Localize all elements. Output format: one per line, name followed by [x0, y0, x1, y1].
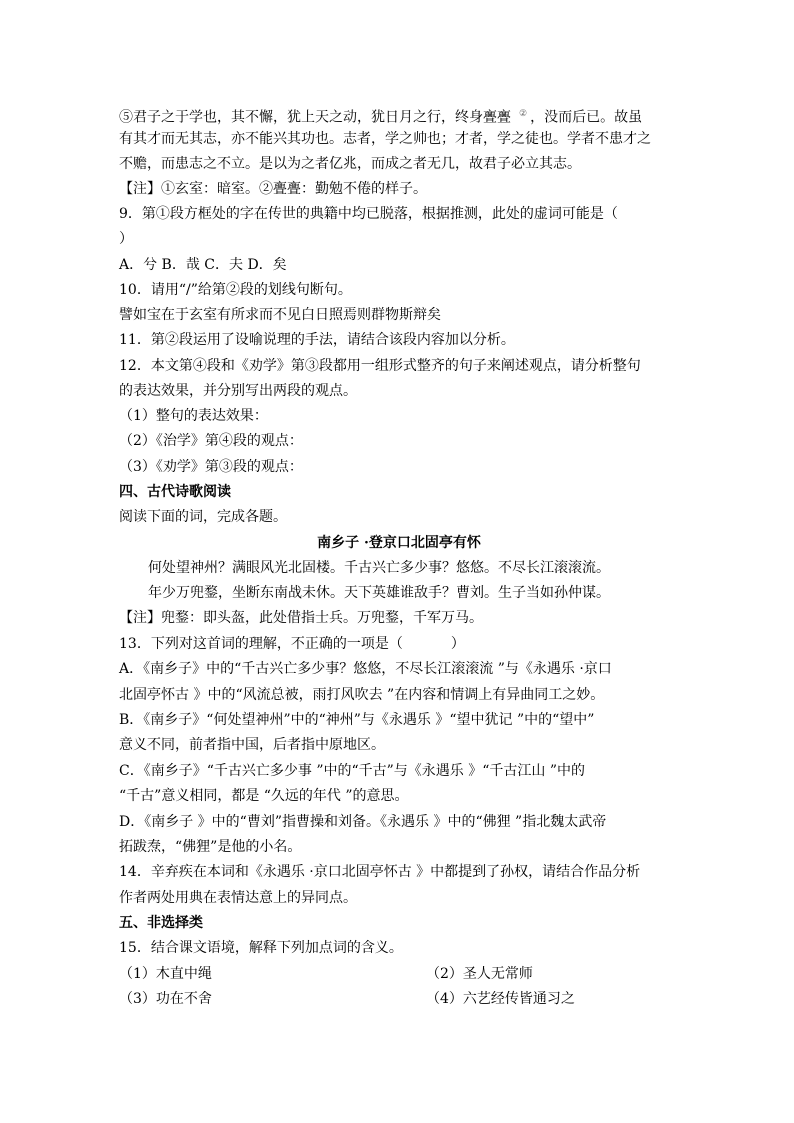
section4-heading: 四、古代诗歌阅读: [119, 484, 231, 500]
q12-sub2: （2）《治学》第④段的观点：: [119, 433, 303, 449]
q13-stem: [119, 634, 679, 654]
q9-stem-end: ）: [119, 231, 133, 247]
q13-stem-end: ）: [450, 636, 465, 652]
footnote-marker: ②: [519, 109, 528, 119]
q15-item2: （2）圣人无常师: [426, 966, 533, 982]
q9-options: A．兮 B．哉 C．夫 D．矣: [119, 257, 287, 273]
q13-option-c-line2: “千古”意义相同，都是 “久远的年代 ”的意思。: [119, 788, 409, 804]
q15-row1: [119, 964, 679, 984]
passage-text: ，没而后已。故虽: [530, 109, 643, 126]
q13-option-a-line1: A．《南乡子》中的“千古兴亡多少事？悠悠，不尽长江滚滚流 ”与《永遇乐 ·京口: [119, 661, 612, 677]
q13-stem-text: 13．下列对这首词的理解，不正确的一项是（: [119, 636, 403, 652]
q10-stem: 10．请用“/”给第②段的划线句断句。: [119, 282, 352, 298]
section5-heading: 五、非选择类: [119, 915, 203, 931]
passage-p5-line1: [119, 104, 679, 128]
q12-sub3: （3）《劝学》第③段的观点：: [119, 459, 303, 475]
q12-stem-line2: 的表达效果，并分别写出两段的观点。: [119, 383, 357, 399]
q12-stem-line1: 12．本文第④段和《劝学》第③段都用一组形式整齐的句子来阐述观点，请分析整句: [119, 358, 641, 374]
q15-item4: （4）六艺经传皆通习之: [426, 991, 575, 1007]
q13-option-b-line2: 意义不同，前者指中国，后者指中原地区。: [119, 737, 385, 753]
q15-row2: [119, 989, 679, 1009]
section4-intro: 阅读下面的词，完成各题。: [119, 509, 287, 525]
q14-stem-line2: 作者两处用典在表情达意上的异同点。: [119, 890, 357, 906]
q12-sub1: （1）整句的表达效果：: [119, 408, 268, 424]
passage-text: ⑤君子之于学也，其不懈，犹上天之动，犹日月之行，终身亹亹: [119, 109, 511, 126]
poem-line2: 年少万兜鍪，坐断东南战未休。天下英雄谁敌手？曹刘。生子当如孙仲谋。: [148, 585, 610, 601]
q10-sentence: 譬如宝在于玄室有所求而不见白日照焉则群物斯辩矣: [119, 307, 441, 323]
q13-option-b-line1: B．《南乡子》“何处望神州”中的“神州”与《永遇乐 》“望中犹记 ”中的“望中”: [119, 712, 595, 728]
passage-p5-line2: 有其才而无其志，亦不能兴其功也。志者，学之帅也；才者，学之徒也。学者不患才之: [119, 131, 651, 147]
poem-note: 【注】兜鍪：即头盔，此处借指士兵。万兜鍪，千军万马。: [119, 610, 483, 626]
q15-stem: 15．结合课文语境，解释下列加点词的含义。: [119, 940, 403, 956]
poem-title: 南乡子 ·登京口北固亭有怀: [317, 535, 481, 551]
q13-option-d-line1: D．《南乡子 》中的“曹刘”指曹操和刘备。《永遇乐 》中的“佛狸 ”指北魏太武帝: [119, 814, 607, 830]
q13-option-c-line1: C．《南乡子》“千古兴亡多少事 ”中的“千古”与《永遇乐 》“千古江山 ”中的: [119, 763, 586, 779]
poem-line1: 何处望神州？满眼风光北固楼。千古兴亡多少事？悠悠。不尽长江滚滚流。: [148, 560, 610, 576]
q11-stem: 11．第②段运用了设喻说理的手法，请结合该段内容加以分析。: [119, 332, 515, 348]
passage-p5-line3: 不赡，而患志之不立。是以为之者亿兆，而成之者无几，故君子必立其志。: [119, 156, 581, 172]
q14-stem-line1: 14．辛弃疾在本词和《永遇乐 ·京口北固亭怀古 》中都提到了孙权，请结合作品分析: [119, 864, 641, 880]
q13-option-d-line2: 拓跋焘，“佛狸”是他的小名。: [119, 839, 302, 855]
q13-option-a-line2: 北固亭怀古 》中的“风流总被，雨打风吹去 ”在内容和情调上有异曲同工之妙。: [119, 687, 605, 703]
q9-stem: 9．第①段方框处的字在传世的典籍中均已脱落，根据推测，此处的虚词可能是（: [119, 206, 618, 222]
passage-note: 【注】①玄室：暗室。②亹亹：勤勉不倦的样子。: [119, 181, 427, 197]
q15-item3: （3）功在不舍: [119, 991, 212, 1007]
q15-item1: （1）木直中绳: [119, 966, 212, 982]
